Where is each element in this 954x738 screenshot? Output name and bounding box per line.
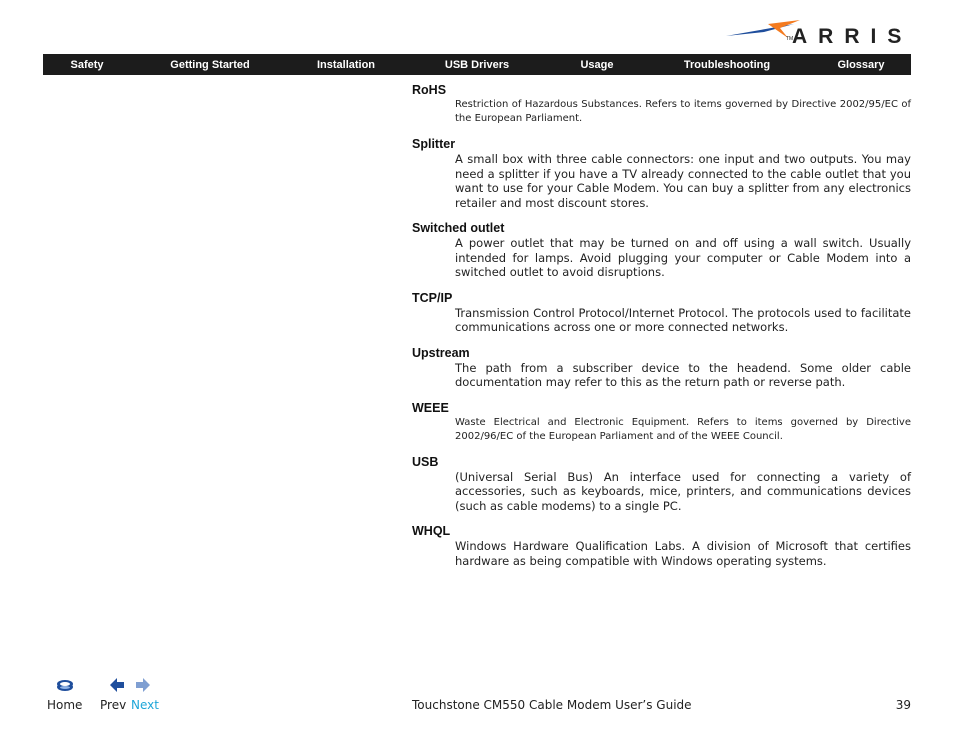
glossary-entry xyxy=(412,82,911,126)
glossary-definition: The path from a subscriber device to the headend. Some older cable documentation may refer to this as the return path or reverse path. xyxy=(455,360,911,389)
glossary-entry xyxy=(412,400,911,444)
glossary-term: Splitter xyxy=(412,137,456,151)
brand-tm: TM xyxy=(786,36,794,42)
nav-item-installation[interactable]: Installation xyxy=(316,58,376,71)
prev-arrow-icon[interactable] xyxy=(109,677,125,697)
glossary-entry xyxy=(412,454,911,514)
page-number: 39 xyxy=(895,698,911,712)
glossary-definition: (Universal Serial Bus) An interface used for connecting a variety of accessories, such as keyboards, mice, printers, and communications devices (such as cable modems) to a single PC. xyxy=(455,469,911,513)
glossary-term: USB xyxy=(412,454,439,469)
footer-nav xyxy=(47,676,167,716)
glossary-entry xyxy=(412,220,911,280)
nav-item-troubleshooting[interactable]: Troubleshooting xyxy=(683,58,771,71)
guide-title: Touchstone CM550 Cable Modem User’s Guide xyxy=(412,698,692,712)
glossary-definition: Waste Electrical and Electronic Equipment. Refers to items governed by Directive 2002/96/EC of the European Parliament and of the WEEE Council. xyxy=(455,416,911,442)
glossary-definition: Windows Hardware Qualification Labs. A division of Microsoft that certifies hardware as being compatible with Windows operating systems. xyxy=(455,539,911,568)
glossary-entry xyxy=(412,290,911,335)
glossary-entry xyxy=(412,345,911,390)
glossary-term: WHQL xyxy=(412,524,451,538)
glossary-term: TCP/IP xyxy=(412,290,453,305)
glossary-entry xyxy=(412,523,911,568)
arris-logo xyxy=(724,18,914,52)
next-link[interactable]: Next xyxy=(131,698,159,712)
prev-link[interactable]: Prev xyxy=(100,698,127,712)
nav-item-usb-drivers[interactable]: USB Drivers xyxy=(444,58,510,71)
home-link[interactable]: Home xyxy=(47,698,83,712)
glossary-definition: Transmission Control Protocol/Internet Protocol. The protocols used to facilitate communications across one or more connected networks. xyxy=(455,305,911,334)
glossary-definition: A power outlet that may be turned on and off using a wall switch. Usually intended for lamps. Avoid plugging your computer or Cable Modem into a switched outlet to avoid disruptions. xyxy=(455,236,911,279)
glossary-list xyxy=(412,82,911,578)
top-nav-bar xyxy=(43,54,911,75)
nav-item-glossary[interactable]: Glossary xyxy=(837,58,885,71)
glossary-definition: A small box with three cable connectors: one input and two outputs. You may need a splitter if you have a TV already connected to the cable outlet that you want to use for your Cable Modem. You can buy a splitter from any electronics retailer and most discount stores. xyxy=(455,152,911,210)
glossary-term: WEEE xyxy=(412,400,449,415)
brand-name: ARRIS xyxy=(792,25,913,48)
glossary-term: Switched outlet xyxy=(412,221,505,235)
nav-item-safety[interactable]: Safety xyxy=(70,58,104,71)
home-icon[interactable] xyxy=(56,678,74,697)
glossary-definition: Restriction of Hazardous Substances. Refers to items governed by Directive 2002/95/EC of the European Parliament. xyxy=(455,99,911,124)
next-arrow-icon[interactable] xyxy=(135,677,151,697)
glossary-term: Upstream xyxy=(412,345,470,360)
glossary-term: RoHS xyxy=(412,83,447,97)
glossary-entry xyxy=(412,136,911,210)
nav-item-getting-started[interactable]: Getting Started xyxy=(170,58,250,71)
nav-item-usage[interactable]: Usage xyxy=(580,58,614,71)
